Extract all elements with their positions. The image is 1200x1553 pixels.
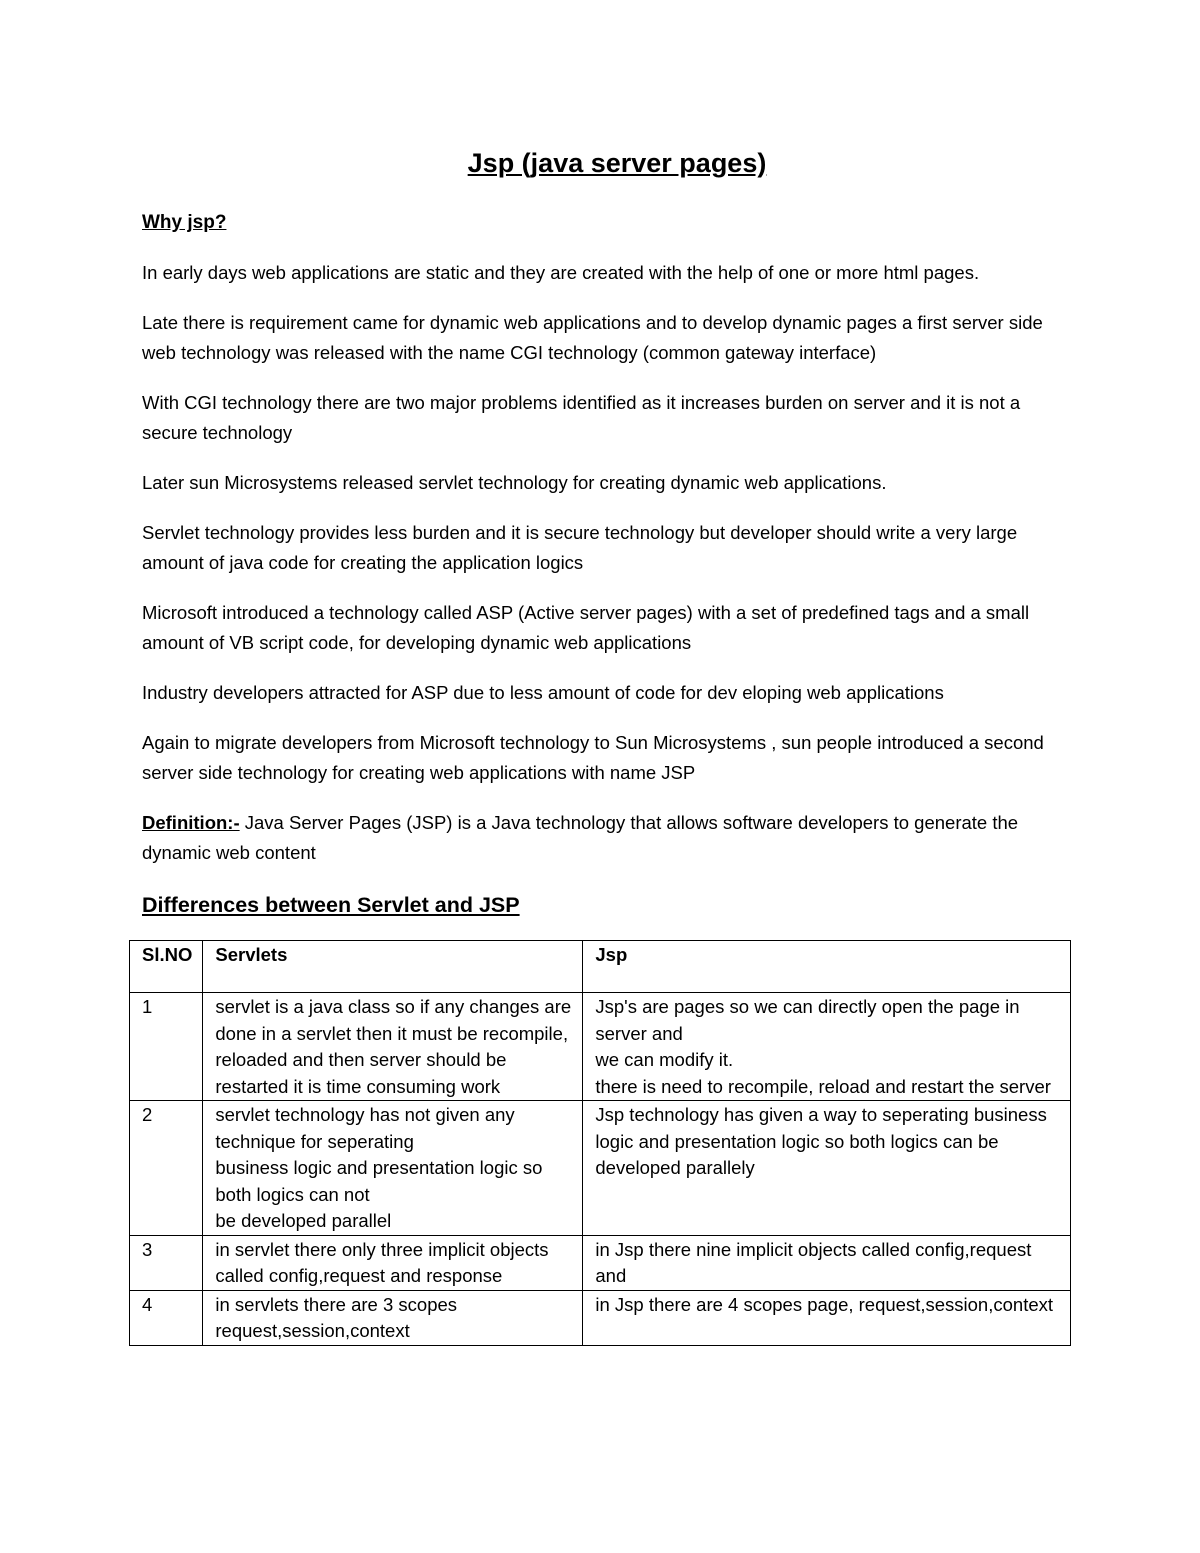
- table-row: [130, 1235, 1071, 1290]
- cell-servlet-line: be developed parallel: [215, 1210, 392, 1231]
- definition-text: Java Server Pages (JSP) is a Java technology that allows software developers to generate the dynamic web content: [142, 812, 1019, 863]
- paragraph-servlet-burden: Servlet technology provides less burden and it is secure technology but developer should write a very large amount of java code for creating the application logics: [142, 522, 1018, 573]
- cell-jsp-line: Jsp's are pages so we can directly open the page in server and: [595, 996, 1020, 1044]
- paragraph-cgi-intro: Late there is requirement came for dynamic web applications and to develop dynamic pages a first server side web technology was released with the name CGI technology (common gateway interface): [142, 312, 1043, 363]
- cell-slno: 4: [130, 1290, 203, 1345]
- cell-slno: 3: [130, 1235, 203, 1290]
- table-row: [130, 993, 1071, 1101]
- cell-servlet-line: business logic and presentation logic so both logics can not: [215, 1157, 543, 1205]
- cell-jsp-line: we can modify it.: [595, 1049, 734, 1070]
- differences-heading: Differences between Servlet and JSP: [142, 893, 520, 917]
- table-header-row: [130, 941, 1071, 993]
- paragraph-asp-intro: Microsoft introduced a technology called ASP (Active server pages) with a set of predefined tags and a small amount of VB script code, for developing dynamic web applications: [142, 602, 1030, 653]
- cell-jsp: Jsp technology has given a way to seperating business logic and presentation logic so both logics can be developed parallely: [583, 1101, 1071, 1236]
- cell-servlet: servlet is a java class so if any changes are done in a servlet then it must be recompile, reloaded and then server should be restarted it is time consuming work: [203, 993, 583, 1101]
- differences-table: [129, 940, 1071, 1346]
- cell-servlet: in servlets there are 3 scopes request,session,context: [203, 1290, 583, 1345]
- header-jsp: Jsp: [583, 941, 1071, 993]
- cell-jsp-line: there is need to recompile, reload and restart the server: [595, 1075, 1051, 1097]
- definition-label: Definition:-: [142, 812, 240, 833]
- cell-jsp: [583, 993, 1071, 1101]
- paragraph-asp-attraction: Industry developers attracted for ASP due to less amount of code for dev eloping web applications: [142, 682, 944, 703]
- page-title: Jsp (java server pages): [467, 148, 767, 178]
- table-row: [130, 1290, 1071, 1345]
- paragraph-servlet-release: Later sun Microsystems released servlet technology for creating dynamic web applications.: [142, 472, 887, 493]
- table-row: [130, 1101, 1071, 1236]
- cell-servlet: [203, 1101, 583, 1236]
- document-page: [142, 140, 1072, 942]
- cell-servlet: in servlet there only three implicit objects called config,request and response: [203, 1235, 583, 1290]
- cell-slno: 1: [130, 993, 203, 1101]
- cell-slno: 2: [130, 1101, 203, 1236]
- paragraph-cgi-problems: With CGI technology there are two major problems identified as it increases burden on server and it is not a secure technology: [142, 392, 1021, 443]
- paragraph-early-days: In early days web applications are static and they are created with the help of one or more html pages.: [142, 262, 980, 283]
- header-servlets: Servlets: [203, 941, 583, 993]
- header-slno: Sl.NO: [130, 941, 203, 993]
- definition-paragraph: [142, 808, 1072, 868]
- cell-jsp: in Jsp there are 4 scopes page, request,session,context: [583, 1290, 1071, 1345]
- cell-servlet-line: servlet technology has not given any technique for seperating: [215, 1104, 515, 1152]
- why-jsp-heading: Why jsp?: [142, 212, 227, 233]
- paragraph-jsp-migration: Again to migrate developers from Microsoft technology to Sun Microsystems , sun people introduced a second server side technology for creating web applications with name JSP: [142, 732, 1044, 783]
- cell-jsp: in Jsp there nine implicit objects called config,request and: [583, 1235, 1071, 1290]
